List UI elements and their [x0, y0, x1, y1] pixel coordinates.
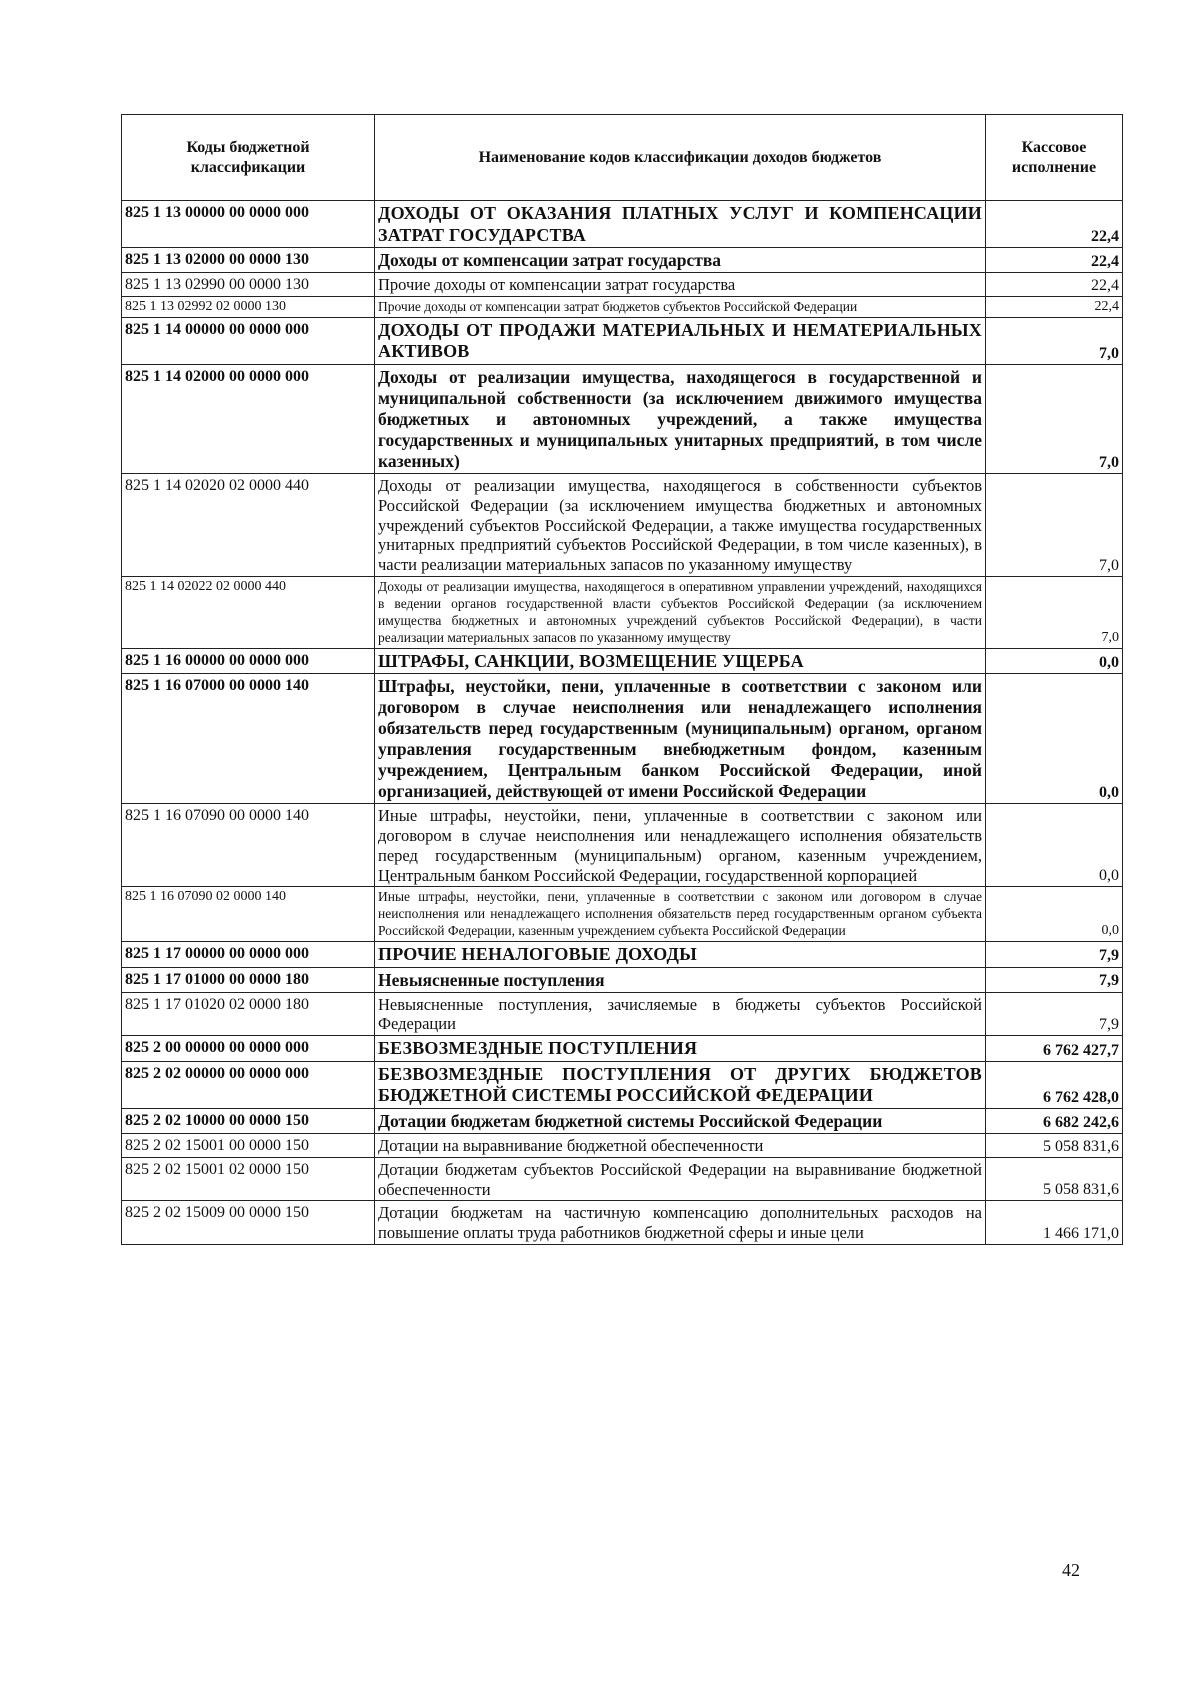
table-row — [122, 967, 1123, 992]
table-row — [122, 1061, 1123, 1108]
row-amount: 0,0 — [986, 804, 1123, 887]
row-code: 825 1 17 01020 02 0000 180 — [122, 992, 375, 1036]
row-code: 825 1 16 07090 00 0000 140 — [122, 804, 375, 887]
row-amount: 7,0 — [986, 577, 1123, 649]
header-code: Коды бюджетной классификации — [122, 115, 375, 201]
header-name: Наименование кодов классификации доходов бюджетов — [375, 115, 986, 201]
row-amount: 7,0 — [986, 474, 1123, 577]
row-amount: 6 682 242,6 — [986, 1108, 1123, 1133]
row-name: ДОХОДЫ ОТ ОКАЗАНИЯ ПЛАТНЫХ УСЛУГ И КОМПЕНСАЦИИ ЗАТРАТ ГОСУДАРСТВА — [375, 201, 986, 248]
table-row — [122, 648, 1123, 674]
row-amount: 6 762 428,0 — [986, 1061, 1123, 1108]
table-row — [122, 674, 1123, 804]
row-name: Доходы от компенсации затрат государства — [375, 248, 986, 273]
row-code: 825 1 17 01000 00 0000 180 — [122, 967, 375, 992]
table-header-row — [122, 115, 1123, 201]
row-name: Дотации на выравнивание бюджетной обеспеченности — [375, 1133, 986, 1157]
row-code: 825 2 02 15001 00 0000 150 — [122, 1133, 375, 1157]
row-name: БЕЗВОЗМЕЗДНЫЕ ПОСТУПЛЕНИЯ — [375, 1036, 986, 1062]
row-code: 825 1 17 00000 00 0000 000 — [122, 941, 375, 967]
row-name: Иные штрафы, неустойки, пени, уплаченные в соответствии с законом или договором в случае неисполнения или ненадлежащего исполнения обязательств перед государственным органом субъекта Российской Федерации, казенным учреждением субъекта Российской Федерации — [375, 887, 986, 942]
table-row — [122, 474, 1123, 577]
row-code: 825 1 13 02990 00 0000 130 — [122, 273, 375, 297]
row-code: 825 1 16 07090 02 0000 140 — [122, 887, 375, 942]
row-code: 825 2 02 15009 00 0000 150 — [122, 1201, 375, 1245]
table-row — [122, 1133, 1123, 1157]
row-amount: 0,0 — [986, 648, 1123, 674]
table-row — [122, 273, 1123, 297]
row-amount: 7,9 — [986, 941, 1123, 967]
table-row — [122, 1157, 1123, 1201]
row-name: Дотации бюджетам бюджетной системы Российской Федерации — [375, 1108, 986, 1133]
row-code: 825 1 16 00000 00 0000 000 — [122, 648, 375, 674]
row-name: Дотации бюджетам субъектов Российской Федерации на выравнивание бюджетной обеспеченности — [375, 1157, 986, 1201]
row-name: Доходы от реализации имущества, находящегося в государственной и муниципальной собственности (за исключением движимого имущества бюджетных и автономных учреждений, а также имущества государственных и муниципальных унитарных предприятий, в том числе казенных) — [375, 365, 986, 474]
row-code: 825 1 14 02022 02 0000 440 — [122, 577, 375, 649]
table-row — [122, 941, 1123, 967]
row-name: Дотации бюджетам на частичную компенсацию дополнительных расходов на повышение оплаты труда работников бюджетной сферы и иные цели — [375, 1201, 986, 1245]
row-code: 825 2 02 10000 00 0000 150 — [122, 1108, 375, 1133]
row-code: 825 1 13 02992 02 0000 130 — [122, 296, 375, 317]
row-amount: 7,9 — [986, 967, 1123, 992]
row-amount: 6 762 427,7 — [986, 1036, 1123, 1062]
row-name: Невыясненные поступления, зачисляемые в бюджеты субъектов Российской Федерации — [375, 992, 986, 1036]
row-amount: 7,0 — [986, 317, 1123, 364]
row-name: ШТРАФЫ, САНКЦИИ, ВОЗМЕЩЕНИЕ УЩЕРБА — [375, 648, 986, 674]
table-row — [122, 1108, 1123, 1133]
row-code: 825 1 13 00000 00 0000 000 — [122, 201, 375, 248]
row-code: 825 1 14 02000 00 0000 000 — [122, 365, 375, 474]
row-name: Штрафы, неустойки, пени, уплаченные в соответствии с законом или договором в случае неисполнения или ненадлежащего исполнения обязательств перед государственным (муниципальным) органом, органом управления государственным внебюджетным фондом, казенным учреждением, Центральным банком Российской Федерации, иной организацией, действующей от имени Российской Федерации — [375, 674, 986, 804]
row-amount: 22,4 — [986, 273, 1123, 297]
table-row — [122, 201, 1123, 248]
row-amount: 0,0 — [986, 887, 1123, 942]
row-amount: 7,0 — [986, 365, 1123, 474]
row-name: ДОХОДЫ ОТ ПРОДАЖИ МАТЕРИАЛЬНЫХ И НЕМАТЕРИАЛЬНЫХ АКТИВОВ — [375, 317, 986, 364]
table-body — [122, 201, 1123, 1245]
row-amount: 1 466 171,0 — [986, 1201, 1123, 1245]
row-amount: 5 058 831,6 — [986, 1133, 1123, 1157]
row-amount: 22,4 — [986, 296, 1123, 317]
row-name: Прочие доходы от компенсации затрат бюджетов субъектов Российской Федерации — [375, 296, 986, 317]
table-row — [122, 577, 1123, 649]
table-row — [122, 317, 1123, 364]
table-row — [122, 1036, 1123, 1062]
row-name: Доходы от реализации имущества, находящегося в собственности субъектов Российской Федерации (за исключением имущества бюджетных и автономных учреждений субъектов Российской Федерации, а также имущества государственных унитарных предприятий субъектов Российской Федерации, в том числе казенных), в части реализации материальных запасов по указанному имуществу — [375, 474, 986, 577]
row-code: 825 1 14 00000 00 0000 000 — [122, 317, 375, 364]
row-code: 825 2 00 00000 00 0000 000 — [122, 1036, 375, 1062]
table-row — [122, 887, 1123, 942]
row-amount: 22,4 — [986, 201, 1123, 248]
row-name: ПРОЧИЕ НЕНАЛОГОВЫЕ ДОХОДЫ — [375, 941, 986, 967]
budget-revenue-table — [121, 114, 1123, 1245]
page-number: 42 — [1062, 1560, 1080, 1580]
row-amount: 5 058 831,6 — [986, 1157, 1123, 1201]
row-name: БЕЗВОЗМЕЗДНЫЕ ПОСТУПЛЕНИЯ ОТ ДРУГИХ БЮДЖЕТОВ БЮДЖЕТНОЙ СИСТЕМЫ РОССИЙСКОЙ ФЕДЕРАЦИИ — [375, 1061, 986, 1108]
row-amount: 0,0 — [986, 674, 1123, 804]
row-name: Прочие доходы от компенсации затрат государства — [375, 273, 986, 297]
row-amount: 7,9 — [986, 992, 1123, 1036]
table-row — [122, 992, 1123, 1036]
table-row — [122, 365, 1123, 474]
table-row — [122, 1201, 1123, 1245]
row-amount: 22,4 — [986, 248, 1123, 273]
row-code: 825 1 13 02000 00 0000 130 — [122, 248, 375, 273]
row-code: 825 2 02 15001 02 0000 150 — [122, 1157, 375, 1201]
header-amount: Кассовое исполнение — [986, 115, 1123, 201]
row-code: 825 1 16 07000 00 0000 140 — [122, 674, 375, 804]
row-code: 825 2 02 00000 00 0000 000 — [122, 1061, 375, 1108]
table-row — [122, 804, 1123, 887]
table-row — [122, 248, 1123, 273]
row-name: Доходы от реализации имущества, находящегося в оперативном управлении учреждений, находящихся в ведении органов государственной власти субъектов Российской Федерации (за исключением имущества бюджетных и автономных учреждений субъектов Российской Федерации), в части реализации материальных запасов по указанному имуществу — [375, 577, 986, 649]
table-row — [122, 296, 1123, 317]
row-code: 825 1 14 02020 02 0000 440 — [122, 474, 375, 577]
row-name: Иные штрафы, неустойки, пени, уплаченные в соответствии с законом или договором в случае неисполнения или ненадлежащего исполнения обязательств перед государственным (муниципальным) органом, казенным учреждением, Центральным банком Российской Федерации, государственной корпорацией — [375, 804, 986, 887]
row-name: Невыясненные поступления — [375, 967, 986, 992]
